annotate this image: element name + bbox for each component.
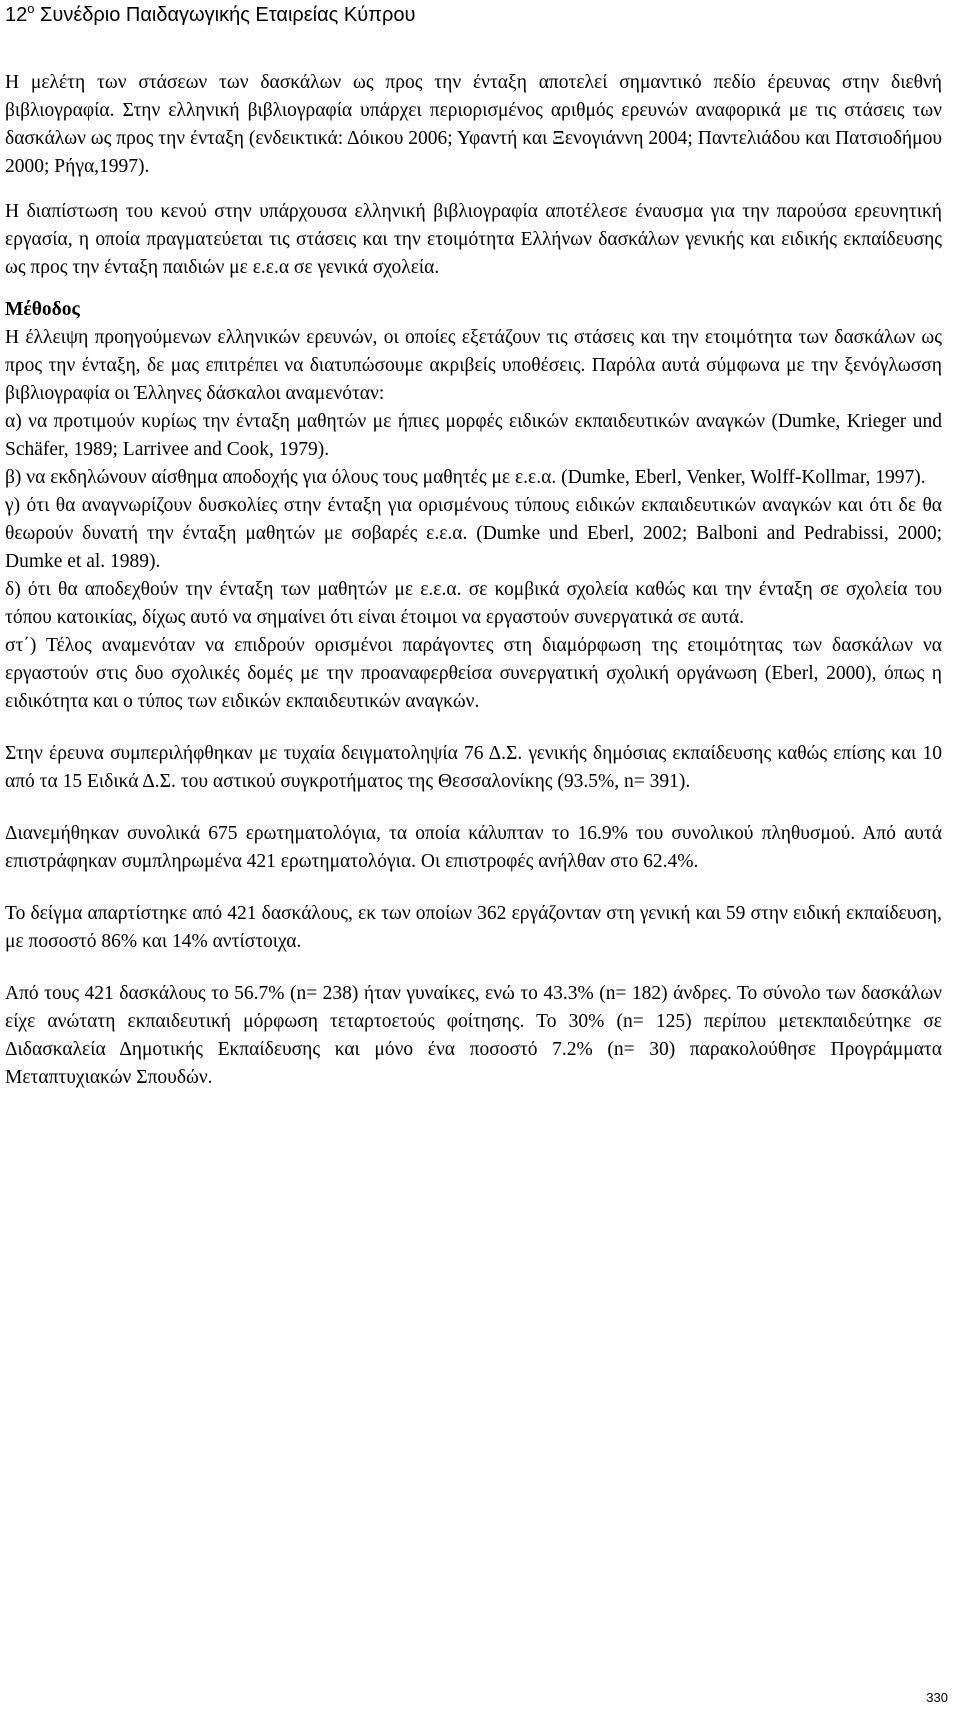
- header-title: Συνέδριο Παιδαγωγικής Εταιρείας Κύπρου: [40, 4, 416, 26]
- method-intro-paragraph: Η έλλειψη προηγούμενων ελληνικών ερευνών, οι οποίες εξετάζουν τις στάσεις και την ετοιμότητα των δασκάλων ως προς την ένταξη, δε μας επιτρέπει να διατυπώσουμε ακριβείς υποθέσεις. Παρόλα αυτά σύμφωνα με την ξενόγλωσση βιβλιογραφία οι Έλληνες δάσκαλοι αναμενόταν:: [5, 327, 942, 404]
- page-header: [5, 2, 415, 28]
- intro-paragraph: Η μελέτη των στάσεων των δασκάλων ως προς την ένταξη αποτελεί σημαντικό πεδίο έρευνας στην διεθνή βιβλιογραφία. Στην ελληνική βιβλιογραφία υπάρχει περιορισμένος αριθμός ερευνών αναφορικά με τις στάσεις των δασκάλων ως προς την ένταξη (ενδεικτικά: Δόικου 2006; Υφαντή και Ξενογιάννη 2004; Παντελιάδου και Πατσιοδήμου 2000; Ρήγα,1997).: [5, 72, 942, 177]
- method-heading: Μέθοδος: [5, 299, 80, 320]
- sample-paragraph-2: Διανεμήθηκαν συνολικά 675 ερωτηματολόγια, τα οποία κάλυπταν το 16.9% του συνολικού πληθυσμού. Από αυτά επιστράφηκαν συμπληρωμένα 421 ερωτηματολόγια. Οι επιστροφές ανήλθαν στο 62.4%.: [5, 823, 942, 872]
- sample-paragraph-3: Το δείγμα απαρτίστηκε από 421 δασκάλους, εκ των οποίων 362 εργάζονταν στη γενική και 59 στην ειδική εκπαίδευση, με ποσοστό 86% και 14% αντίστοιχα.: [5, 903, 942, 952]
- page-number: 330: [926, 1690, 948, 1705]
- header-ordinal: ο: [27, 1, 35, 16]
- hypothesis-d: δ) ότι θα αποδεχθούν την ένταξη των μαθητών με ε.ε.α. σε κομβικά σχολεία καθώς και την ένταξη σε σχολεία του τόπου κατοικίας, δίχως αυτό να σημαίνει ότι είναι έτοιμοι να εργαστούν συνεργατικά σε αυτά.: [5, 579, 942, 628]
- hypothesis-b: β) να εκδηλώνουν αίσθημα αποδοχής για όλους τους μαθητές με ε.ε.α. (Dumke, Eberl, Venker, Wolff-Kollmar, 1997).: [5, 467, 926, 488]
- hypothesis-f: στ΄) Τέλος αναμενόταν να επιδρούν ορισμένοι παράγοντες στη διαμόρφωση της ετοιμότητας των δασκάλων να εργαστούν στις δυο σχολικές δομές με την προαναφερθείσα συνεργατική σχολική οργάνωση (Eberl, 2000), όπως η ειδικότητα και ο τύπος των ειδικών εκπαιδευτικών αναγκών.: [5, 635, 942, 712]
- gap-paragraph: Η διαπίστωση του κενού στην υπάρχουσα ελληνική βιβλιογραφία αποτέλεσε έναυσμα για την παρούσα ερευνητική εργασία, η οποία πραγματεύεται τις στάσεις και την ετοιμότητα Ελλήνων δασκάλων γενικής και ειδικής εκπαίδευσης ως προς την ένταξη παιδιών με ε.ε.α σε γενικά σχολεία.: [5, 201, 942, 278]
- sample-paragraph-4: Από τους 421 δασκάλους το 56.7% (n= 238) ήταν γυναίκες, ενώ το 43.3% (n= 182) άνδρες. Το σύνολο των δασκάλων είχε ανώτατη εκπαιδευτική μόρφωση τεταρτοετούς φοίτησης. Το 30% (n= 125) περίπου μετεκπαιδεύτηκε σε Διδασκαλεία Δημοτικής Εκπαίδευσης και μόνο ένα ποσοστό 7.2% (n= 30) παρακολούθησε Προγράμματα Μεταπτυχιακών Σπουδών.: [5, 983, 942, 1088]
- header-number: 12: [5, 4, 28, 26]
- hypothesis-a: α) να προτιμούν κυρίως την ένταξη μαθητών με ήπιες μορφές ειδικών εκπαιδευτικών αναγκών (Dumke, Krieger und Schäfer, 1989; Larrivee and Cook, 1979).: [5, 411, 942, 460]
- sample-paragraph-1: Στην έρευνα συμπεριλήφθηκαν με τυχαία δειγματοληψία 76 Δ.Σ. γενικής δημόσιας εκπαίδευσης καθώς επίσης και 10 από τα 15 Ειδικά Δ.Σ. του αστικού συγκροτήματος της Θεσσαλονίκης (93.5%, n= 391).: [5, 743, 942, 792]
- hypothesis-c: γ) ότι θα αναγνωρίζουν δυσκολίες στην ένταξη για ορισμένους τύπους ειδικών εκπαιδευτικών αναγκών και ότι δε θα θεωρούν δυνατή την ένταξη μαθητών με σοβαρές ε.ε.α. (Dumke und Eberl, 2002; Balboni and Pedrabissi, 2000; Dumke et al. 1989).: [5, 495, 942, 572]
- document-body: [5, 69, 942, 1092]
